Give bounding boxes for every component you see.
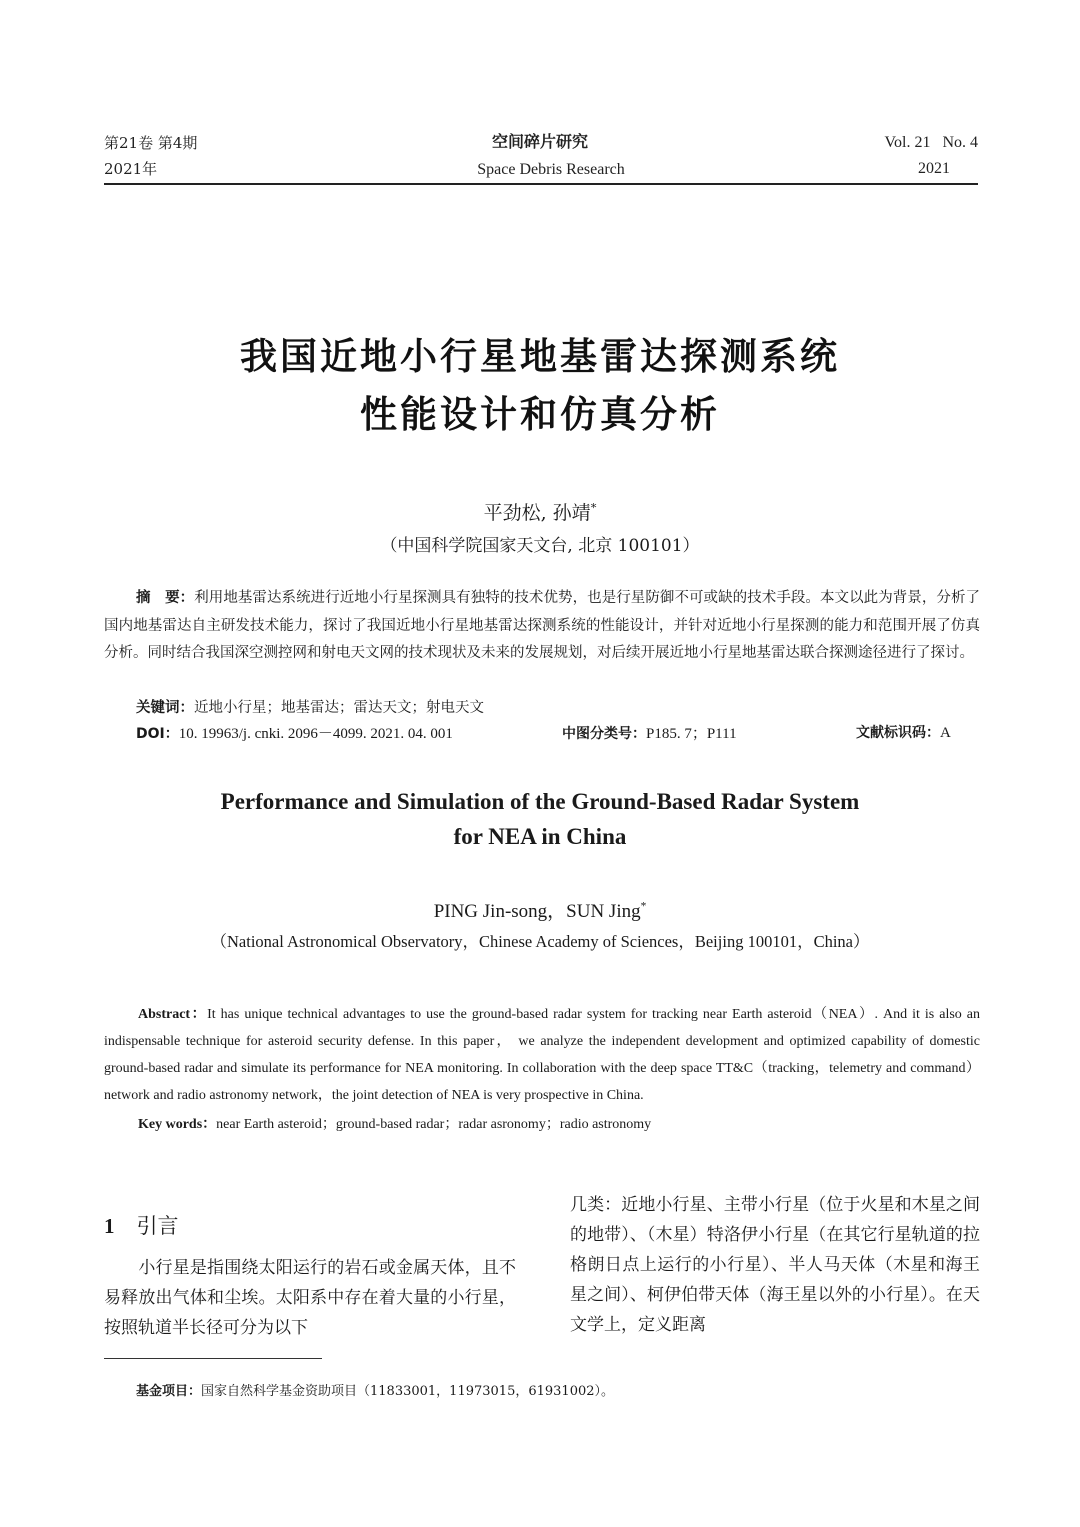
- paper-title-cn-line2: 性能设计和仿真分析: [360, 393, 720, 436]
- section-number: 1: [104, 1214, 115, 1238]
- authors-en: [0, 896, 1080, 923]
- header-volume-en: Vol. 21 No. 4: [884, 134, 978, 151]
- authors-cn-names: 平劲松, 孙靖: [483, 502, 591, 524]
- header-year-cn: 2021年: [104, 160, 158, 178]
- abstract-en-label: Abstract：: [138, 1007, 208, 1022]
- footnote-label: 基金项目：: [136, 1384, 202, 1399]
- authors-cn: [0, 498, 1080, 525]
- corresponding-mark: *: [590, 500, 597, 515]
- footnote-rule: [104, 1358, 322, 1359]
- footnote-text: 国家自然科学基金资助项目（11833001，11973015，61931002）。: [201, 1384, 615, 1399]
- body-right-column: 几类：近地小行星、主带小行星（位于火星和木星之间的地带）、（木星）特洛伊小行星（在其它行星轨道的拉格朗日点上运行的小行星）、半人马天体（木星和海王星之间）、柯伊伯带天体（海王星以外的小行星）。在天文学上，定义距离: [570, 1195, 980, 1335]
- header-year-en: 2021: [918, 160, 950, 177]
- body-left-column: 小行星是指围绕太阳运行的岩石或金属天体，且不易释放出气体和尘埃。太阳系中存在着大量的小行星，按照轨道半长径可分为以下: [104, 1258, 516, 1338]
- keywords-cn-label: 关键词：: [136, 700, 194, 716]
- section-title: 引言: [136, 1214, 179, 1238]
- footnote: [136, 1380, 614, 1399]
- document-code-value: A: [940, 725, 951, 741]
- authors-en-names: PING Jin-song，SUN Jing: [433, 901, 641, 922]
- abstract-en-text: It has unique technical advantages to use the ground-based radar system for tracking near Earth asteroid（NEA）. And it is also an indispensable technique for asteroid security defense. In this paper， we analyze the independent development and optimized capability of domestic ground-based radar and simulate its performance for NEA monitoring. In collaboration with the deep space TT&C（tracking，telemetry and command） network and radio astronomy network，the joint detection of NEA is very prospective in China.: [104, 1007, 980, 1103]
- clc-label: 中图分类号：: [562, 726, 646, 742]
- abstract-cn: [104, 585, 980, 668]
- header-volume-cn: 第21卷 第4期: [104, 134, 198, 152]
- keywords-en-label: Key words：: [138, 1117, 217, 1132]
- document-code-label: 文献标识码：: [856, 725, 940, 741]
- affiliation-en: （National Astronomical Observatory，Chinese Academy of Sciences，Beijing 100101，China）: [210, 932, 870, 951]
- journal-title-en: Space Debris Research: [477, 161, 625, 178]
- affiliation-cn: （中国科学院国家天文台, 北京 100101）: [380, 536, 700, 556]
- abstract-cn-label: 摘 要：: [136, 590, 195, 606]
- clc-value: P185. 7；P111: [646, 726, 737, 742]
- keywords-cn-text: 近地小行星；地基雷达；雷达天文；射电天文: [194, 700, 484, 716]
- header-rule: [104, 183, 978, 185]
- paper-title-en-line1: Performance and Simulation of the Ground-Based Radar System: [220, 789, 860, 814]
- doi-value: 10. 19963/j. cnki. 2096－4099. 2021. 04. 001: [178, 726, 453, 742]
- clc-number: [562, 722, 737, 743]
- keywords-en: [138, 1113, 651, 1133]
- document-code: [856, 722, 951, 742]
- doi: [136, 722, 453, 743]
- journal-title-cn: 空间碎片研究: [491, 132, 588, 151]
- abstract-en: [104, 1001, 980, 1109]
- keywords-cn: [136, 696, 484, 717]
- keywords-en-text: near Earth asteroid；ground-based radar；radar asronomy；radio astronomy: [216, 1117, 652, 1132]
- abstract-cn-text: 利用地基雷达系统进行近地小行星探测具有独特的技术优势，也是行星防御不可或缺的技术手段。本文以此为背景，分析了国内地基雷达自主研发技术能力，探讨了我国近地小行星地基雷达探测系统的性能设计，并针对近地小行星探测的能力和范围开展了仿真分析。同时结合我国深空测控网和射电天文网的技术现状及未来的发展规划，对后续开展近地小行星地基雷达联合探测途径进行了探讨。: [104, 590, 981, 661]
- corresponding-mark-en: *: [640, 900, 647, 913]
- paper-title-cn-line1: 我国近地小行星地基雷达探测系统: [240, 335, 840, 378]
- section-heading: [104, 1210, 179, 1240]
- paper-title-en-line2: for NEA in China: [453, 824, 627, 849]
- doi-label: DOI：: [136, 726, 179, 742]
